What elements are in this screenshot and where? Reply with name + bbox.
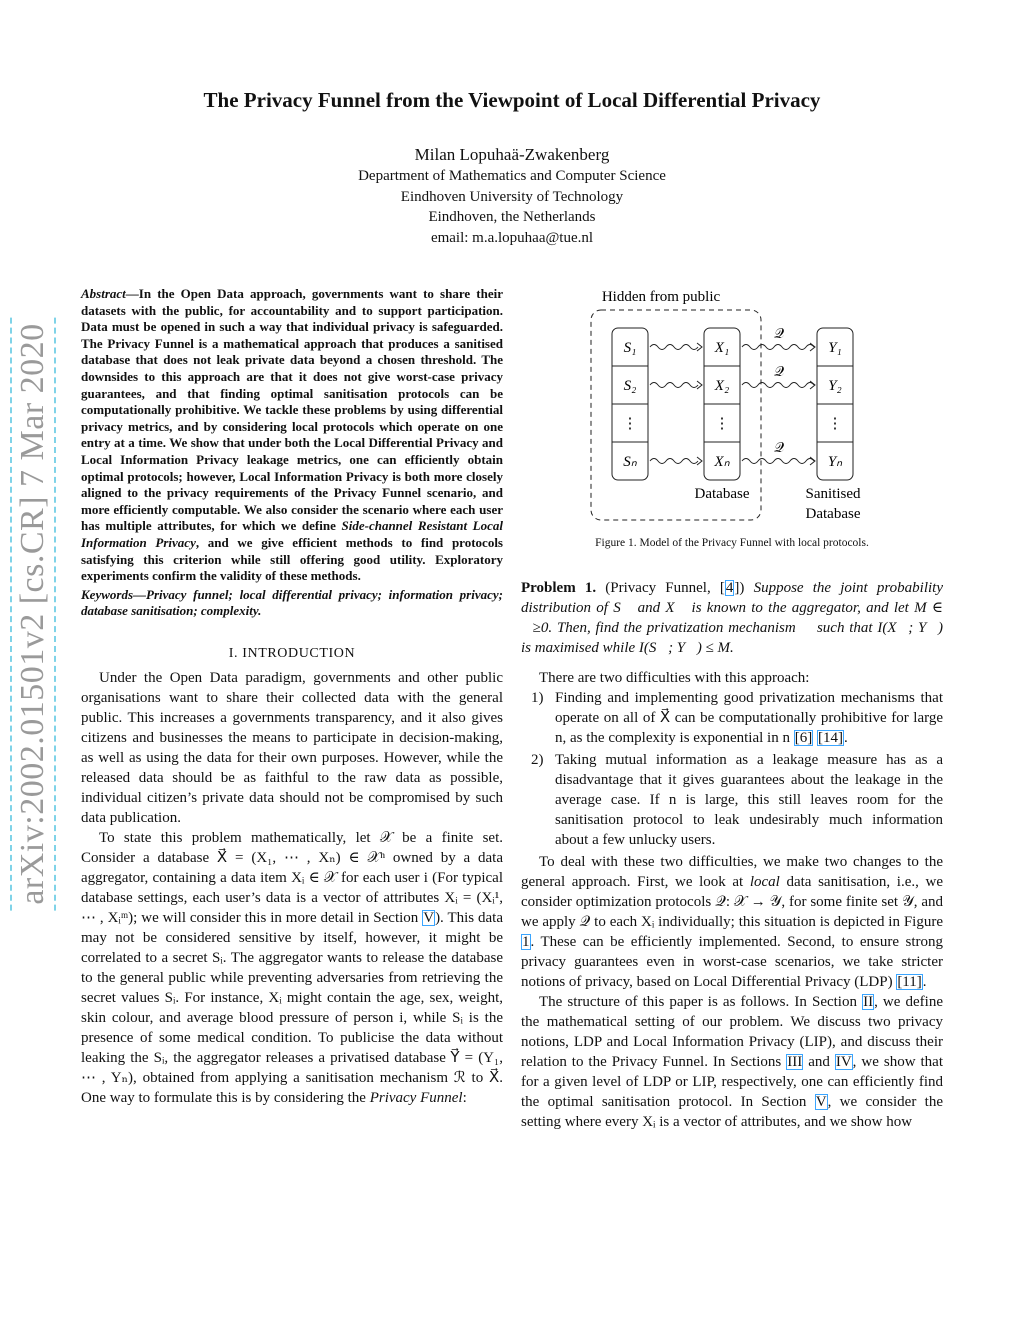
difficulty-end-1: .	[843, 730, 848, 746]
structure-part-e: , we consider the setting where every Xᵢ is a vector of attributes, and we show how	[521, 1094, 943, 1130]
y-label-2: Y₂	[828, 378, 842, 394]
abstract-defined-term: Side-channel Resistant Local Information Privacy	[81, 518, 503, 550]
s-label-1: S₁	[623, 340, 637, 356]
correlation-squiggle-1	[650, 345, 698, 350]
q-label-n: 𝒬	[773, 441, 785, 456]
x-label-1: X₁	[714, 340, 730, 356]
privacy-funnel-diagram	[521, 286, 943, 526]
s-label-2: S₂	[623, 378, 637, 394]
figure-caption: Figure 1. Model of the Privacy Funnel with local protocols.	[595, 537, 869, 549]
hidden-from-public-label: Hidden from public	[601, 289, 721, 305]
sanitised-label-line1: Sanitised	[805, 486, 861, 502]
x-label-n: Xₙ	[714, 454, 730, 470]
section-heading-introduction: I. INTRODUCTION	[228, 645, 356, 661]
citation-14[interactable]: [14]	[817, 730, 843, 746]
section-ref-iii[interactable]: III	[787, 1054, 803, 1070]
intro-p2-end: :	[462, 1089, 467, 1106]
author-university: Eindhoven University of Technology	[400, 188, 624, 205]
difficulty-number-1: 1)	[531, 690, 544, 706]
y-label-dots: ⋮	[827, 416, 843, 432]
difficulties-intro: There are two difficulties with this approach:	[539, 670, 810, 686]
section-ref-v[interactable]: V	[423, 909, 435, 926]
y-label-n: Yₙ	[827, 454, 843, 470]
intro-p2-part-b: ). This data may not be considered sensitive by itself, however, it might be correlated to a secret Sᵢ. The aggregator wants to release the database to the general public while preventing adversaries from retrieving the secret values Sᵢ. For instance, Xᵢ might contain the age, sex, weight, skin colour, and average blood pressure of person i, while Sᵢ is the presence of some medical condition. To publicise the data without leaking the Sᵢ, the aggregator releases a privatised database Y⃗ = (Y₁, ⋯ , Yₙ), obtained from applying a sanitisation mechanism ℛ to X⃗. One way to formulate this is by considering the	[81, 909, 504, 1106]
problem-heading: Problem 1.	[521, 580, 597, 596]
difficulty-item-2	[521, 750, 943, 850]
protocol-squiggle-2	[742, 383, 814, 388]
problem-statement: Suppose the joint probability distribution of S⃗ and X⃗ is known to the aggregator, and let M ∈ ℝ≥0. Then, find the privatization mechanism ℛ such that I(X⃗; Y⃗) is maximised while I(S⃗; Y⃗) ≤ M.	[521, 580, 944, 656]
figure-1	[521, 286, 943, 548]
q-label-1: 𝒬	[773, 327, 785, 342]
x-label-2: X₂	[714, 378, 730, 394]
difficulty-item-1	[521, 688, 943, 748]
y-label-1: Y₁	[828, 340, 842, 356]
problem-name-open: (Privacy Funnel, [	[596, 580, 725, 596]
author-email[interactable]: email: m.a.lopuhaa@tue.nl	[430, 229, 594, 246]
changes-part-b: data sanitisation, i.e., we consider optimization protocols 𝒬: 𝒳 → 𝒴, for some finite set 𝒴, and we apply 𝒬 to each Xᵢ individually; this situation is depicted in Figure	[521, 874, 943, 930]
figure-ref-1[interactable]: 1	[522, 934, 530, 950]
x-label-dots: ⋮	[714, 416, 730, 432]
citation-11[interactable]: [11]	[897, 974, 922, 990]
keywords: Keywords—Privacy funnel; local differential privacy; information privacy; database sanitisation; complexity.	[81, 586, 503, 619]
correlation-squiggle-n	[650, 459, 698, 464]
structure-part-a: The structure of this paper is as follows. In Section	[539, 994, 863, 1010]
sanitised-label-line2: Database	[805, 506, 861, 522]
s-label-n: Sₙ	[623, 454, 637, 470]
structure-paragraph	[521, 992, 943, 1132]
abstract-heading: Abstract	[81, 286, 126, 301]
arxiv-stamp-text[interactable]: arXiv:2002.01501v2 [cs.CR] 7 Mar 2020	[10, 317, 56, 910]
difficulty-text-1: Finding and implementing good privatization mechanisms that operate on all of X⃗ can be computationally prohibitive for large n, as the complexity is exponential in n	[555, 690, 943, 746]
structure-part-b: , we define the mathematical setting of our problem. We discuss two privacy notions, LDP and Local Information Privacy (LIP), and discuss their relation to the Privacy Funnel. In Sections	[521, 994, 944, 1070]
q-label-2: 𝒬	[773, 365, 785, 380]
author-block	[80, 144, 944, 248]
section-ref-iv[interactable]: IV	[835, 1054, 852, 1070]
paper-title: The Privacy Funnel from the Viewpoint of Local Differential Privacy	[203, 88, 821, 112]
intro-paragraph-1: Under the Open Data paradigm, governments and other public organisations want to share their collected data with the general public. This increases a governments transparency, and it also gives citizens and businesses the means to participate in decision-making, as well as using the data for their own purposes. However, while the released data should be as faithful to the raw data as possible, individual citizen’s private data should not be compromised by such data publication.	[81, 669, 503, 826]
problem-name-close: ])	[734, 580, 754, 596]
abstract-text: —In the Open Data approach, governments want to share their datasets with the public, for accountability and to support participation. Data must be opened in such a way that individual privacy is safeguarded. The Privacy Funnel is a mathematical approach that produces a sanitised database that does not leak private data beyond a chosen threshold. The downsides to this approach are that it does not give worst-case privacy guarantees, and that finding optimal sanitisation protocols can be computationally prohibitive. We tackle these problems by using differential privacy metrics, and by considering local protocols which operate on one entry at a time. We show that under both the Local Differential Privacy and Local Information Privacy leakage metrics, one can efficiently obtain optimal protocols; however, Local Information Privacy is both more closely aligned to the privacy requirements of the Privacy Funnel scenario, and more efficiently computable. We also consider the scenario where each user has multiple attributes, for which we define	[81, 286, 503, 534]
protocol-squiggle-n	[742, 459, 814, 464]
changes-part-a: To deal with these two difficulties, we make two changes to the general approach. First, we look at	[521, 854, 943, 890]
protocol-arrowhead-n	[810, 457, 815, 465]
intro-p2-part-a: To state this problem mathematically, let 𝒳 be a finite set. Consider a database X⃗ = (X₁, ⋯ , Xₙ) ∈ 𝒳ⁿ owned by a data aggregator, containing a data item Xᵢ ∈ 𝒳 for each user i (For typical database settings, each user’s data is a vector of attributes Xᵢ = (Xᵢ¹, ⋯ , Xᵢᵐ); we will consider this in more detail in Section	[81, 829, 503, 926]
abstract	[81, 286, 503, 585]
left-column	[81, 286, 503, 1108]
changes-paragraph	[521, 852, 943, 992]
author-name: Milan Lopuhaä-Zwakenberg	[414, 145, 610, 164]
section-ref-ii[interactable]: II	[863, 994, 874, 1010]
citation-6[interactable]: [6]	[794, 730, 813, 746]
problem-citation[interactable]: 4	[725, 580, 734, 596]
structure-part-c: and	[803, 1054, 835, 1070]
protocol-arrowhead-2	[810, 381, 815, 389]
changes-part-c: . These can be efficiently implemented. Second, to ensure strong privacy guarantees even in worst-case scenarios, we take stricter notions of privacy, based on Local Differential Privacy (LDP)	[521, 934, 943, 990]
abstract-text-end: , and we give efficient methods to find protocols satisfying this criterion while still offering good utility. Exploratory experiments confirm the validity of these methods.	[81, 534, 503, 584]
changes-end: .	[922, 974, 927, 990]
protocol-arrowhead-1	[810, 343, 815, 351]
problem-1	[521, 578, 943, 658]
protocol-squiggle-1	[742, 345, 814, 350]
database-label: Database	[694, 486, 750, 502]
author-location: Eindhoven, the Netherlands	[428, 209, 596, 225]
structure-part-d: , we show that for a given level of LDP or LIP, respectively, one can efficiently find the optimal sanitisation protocol. In Section	[521, 1054, 944, 1110]
difficulty-number-2: 2)	[531, 752, 544, 768]
local-term: local	[749, 874, 780, 890]
difficulties-list	[521, 688, 943, 850]
s-label-dots: ⋮	[622, 416, 638, 432]
arxiv-stamp	[0, 324, 66, 904]
intro-paragraph-2	[81, 828, 503, 1108]
right-column	[521, 286, 943, 1132]
correlation-squiggle-2	[650, 383, 698, 388]
section-ref-v-2[interactable]: V	[815, 1094, 827, 1110]
privacy-funnel-term: Privacy Funnel	[369, 1089, 463, 1106]
author-department: Department of Mathematics and Computer Science	[358, 168, 666, 184]
difficulty-text-2: Taking mutual information as a leakage measure has as a disadvantage that it gives guarantees about the leakage in the average case. If n is large, this still leaves room for the sanitisation protocol to leak undesirably much information about a few unlucky users.	[555, 752, 943, 848]
